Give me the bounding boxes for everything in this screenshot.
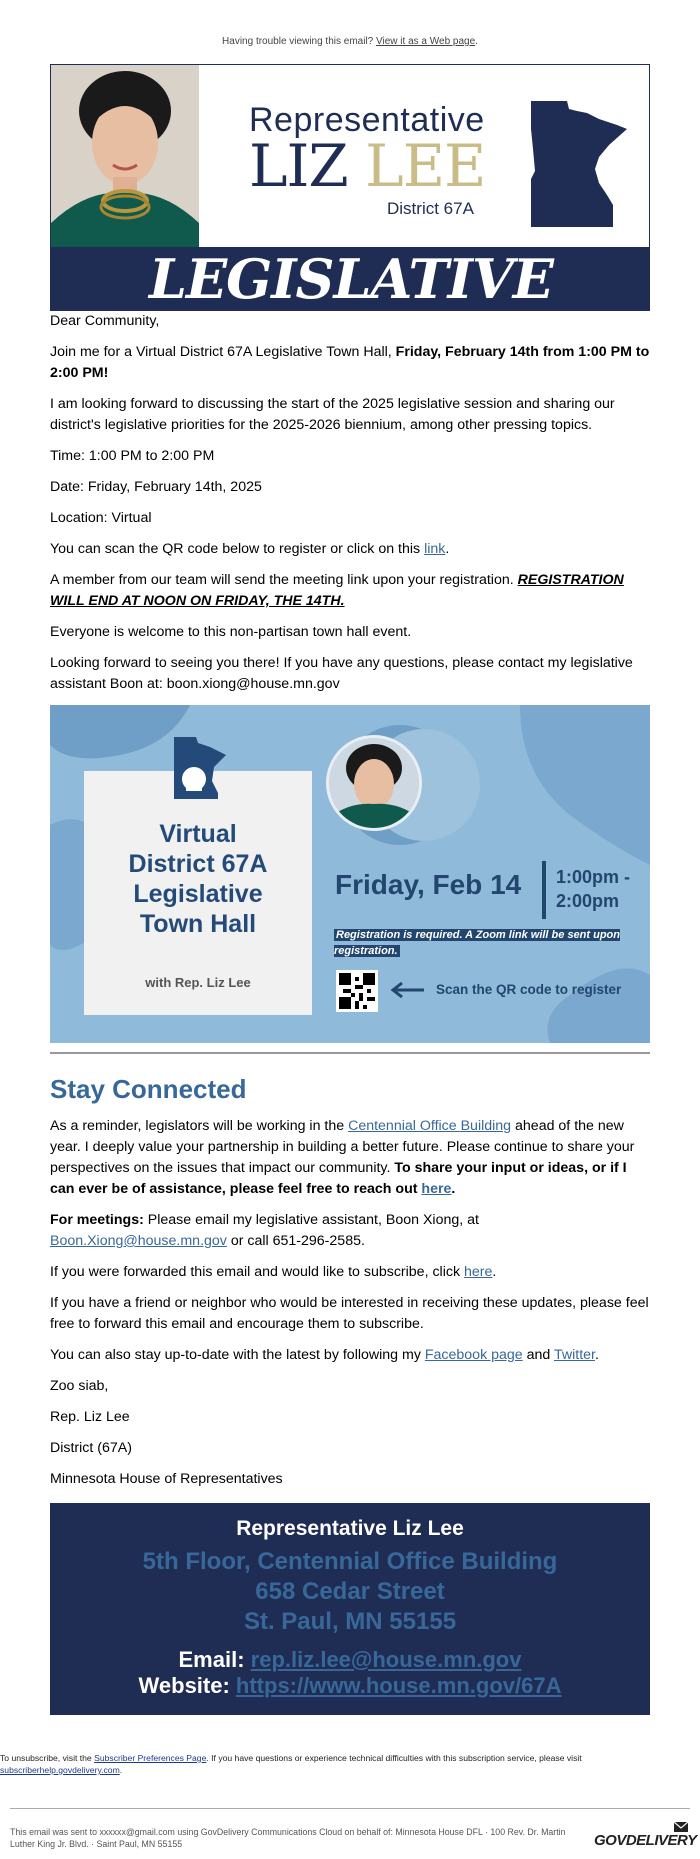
qr-code[interactable] xyxy=(336,970,378,1012)
legislative-update-headline: LEGISLATIVE xyxy=(51,247,650,311)
centennial-building-link[interactable]: Centennial Office Building xyxy=(348,1118,512,1134)
event-location: Location: Virtual xyxy=(50,510,152,526)
subscriber-help-link[interactable]: subscriberhelp.govdelivery.com xyxy=(0,1765,120,1775)
office-paragraph: As a reminder, legislators will be working in the Centennial Office Building ahead of the new year. I deeply value your partnership in building a better future. Please continue to share your perspectives on the issues that impact our community. To share your input or ideas, or if I can ever be of assistance, please feel free to reach out here. xyxy=(50,1118,635,1197)
contact-address: 5th Floor, Centennial Office Building 658 Cedar Street St. Paul, MN 55155 xyxy=(142,1548,558,1635)
contact-box xyxy=(50,1503,650,1715)
session-paragraph: I am looking forward to discussing the start of the 2025 legislative session and sharing our district's legislative priorities for the 2025-2026 biennium, among other pressing topics. xyxy=(50,396,615,433)
invite-paragraph: Join me for a Virtual District 67A Legislative Town Hall, Friday, February 14th from 1:00 PM to 2:00 PM! xyxy=(50,344,650,381)
arrow-left-icon xyxy=(390,982,424,998)
contact-paragraph: Looking forward to seeing you there! If you have any questions, please contact my legislative assistant Boon at: boon.xiong@house.mn.gov xyxy=(50,655,633,692)
sent-to-notice: This email was sent to xxxxxx@gmail.com using GovDelivery Communications Cloud on behalf of: Minnesota House DFL · 100 Rev. Dr. Martin Luther King Jr. Blvd. · Saint Paul, MN 55155 xyxy=(10,1827,566,1849)
event-time-label: 1:00pm - 2:00pm xyxy=(556,867,631,911)
register-link[interactable]: link xyxy=(424,541,446,557)
reach-out-link[interactable]: here xyxy=(421,1181,452,1197)
minnesota-map-icon xyxy=(529,99,629,229)
header-banner xyxy=(50,64,650,311)
signature-name: Rep. Liz Lee xyxy=(50,1409,130,1425)
social-paragraph: You can also stay up-to-date with the latest by following my Facebook page and Twitter. xyxy=(50,1347,599,1363)
welcome-paragraph: Everyone is welcome to this non-partisan town hall event. xyxy=(50,624,412,640)
town-hall-graphic xyxy=(50,705,650,1043)
contact-links: Email: rep.liz.lee@house.mn.gov Website: https://www.house.mn.gov/67A xyxy=(138,1647,562,1698)
footer-rule xyxy=(10,1808,690,1809)
preheader-text: Having trouble viewing this email? xyxy=(222,36,374,47)
stay-connected-heading: Stay Connected xyxy=(50,1074,247,1104)
event-host: with Rep. Liz Lee xyxy=(145,975,251,990)
subscribe-paragraph: If you were forwarded this email and would like to subscribe, click here. xyxy=(50,1264,497,1280)
brand-title: Representative xyxy=(249,101,485,139)
preheader: Having trouble viewing this email? View it as a Web page. xyxy=(222,36,478,47)
signature-district: District (67A) xyxy=(50,1440,132,1456)
capitol-badge-icon xyxy=(166,733,234,803)
intro-section xyxy=(50,311,650,705)
forward-paragraph: If you have a friend or neighbor who would be interested in receiving these updates, please feel free to forward this email and encourage them to subscribe. xyxy=(50,1295,649,1332)
facebook-link[interactable]: Facebook page xyxy=(424,1347,523,1363)
greeting: Dear Community, xyxy=(50,313,160,329)
govdelivery-logo[interactable]: GOVDELIVERY xyxy=(594,1832,697,1849)
registration-deadline: A member from our team will send the meeting link upon your registration. REGISTRATION WILL END AT NOON ON FRIDAY, THE 14TH. xyxy=(50,572,624,609)
event-time: Time: 1:00 PM to 2:00 PM xyxy=(50,448,215,464)
brand-logo xyxy=(201,65,650,247)
web-page-link[interactable]: View it as a Web page xyxy=(376,36,476,47)
stay-connected-section xyxy=(50,1072,650,1500)
event-portrait xyxy=(326,735,422,831)
event-title: Virtual District 67A Legislative Town Hall xyxy=(128,820,268,938)
subscribe-link[interactable]: here xyxy=(464,1264,493,1280)
envelope-icon xyxy=(674,1822,688,1832)
brand-name: LIZ LEE xyxy=(249,132,486,200)
section-divider xyxy=(50,1052,650,1054)
event-date-label: Friday, Feb 14 xyxy=(335,869,522,900)
scan-instruction: Scan the QR code to register xyxy=(436,982,622,997)
signature-org: Minnesota House of Representatives xyxy=(50,1471,283,1487)
twitter-link[interactable]: Twitter xyxy=(553,1347,595,1363)
brand-district: District 67A xyxy=(387,199,474,218)
event-card xyxy=(84,771,312,1015)
unsubscribe-notice: To unsubscribe, visit the Subscriber Preferences Page. If you have questions or experience technical difficulties with this subscription service, please visit subscriberhelp.govdelivery.com. xyxy=(0,1753,582,1775)
meetings-paragraph: For meetings: Please email my legislative assistant, Boon Xiong, at Boon.Xiong@house.mn.gov or call 651-296-2585. xyxy=(50,1212,479,1249)
register-paragraph: You can scan the QR code below to register or click on this link. xyxy=(50,541,450,557)
event-date: Date: Friday, February 14th, 2025 xyxy=(50,479,262,495)
date-divider xyxy=(542,861,546,919)
subscriber-preferences-link[interactable]: Subscriber Preferences Page xyxy=(94,1753,207,1763)
assistant-email-link[interactable]: Boon.Xiong@house.mn.gov xyxy=(50,1233,227,1249)
rep-website-link[interactable]: https://www.house.mn.gov/67A xyxy=(235,1673,562,1698)
registration-note: Registration is required. A Zoom link will be sent upon registration. xyxy=(334,929,620,957)
rep-portrait xyxy=(51,65,199,247)
rep-email-link[interactable]: rep.liz.lee@house.mn.gov xyxy=(250,1647,522,1672)
signoff: Zoo siab, xyxy=(50,1378,109,1394)
contact-name: Representative Liz Lee xyxy=(236,1517,464,1540)
